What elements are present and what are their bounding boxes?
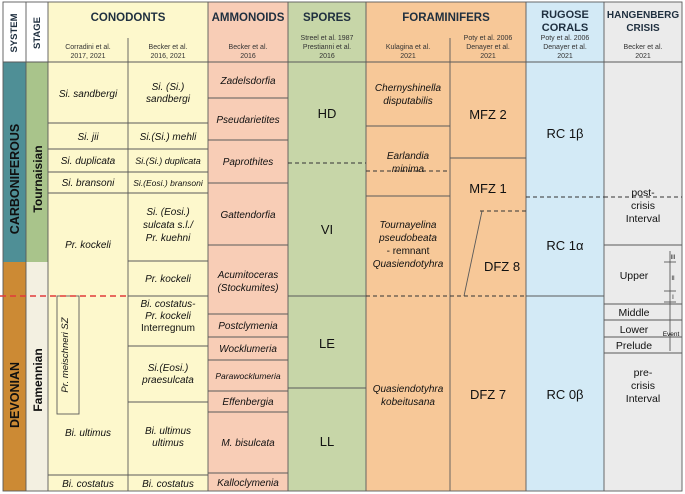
- ammonoid-paprothites: Paprothites: [222, 157, 274, 168]
- conodont-b-interregnum-1: Bi. costatus-: [140, 299, 196, 310]
- source-hangenberg-1: Becker et al.: [623, 44, 663, 51]
- system-carboniferous: CARBONIFEROUS: [8, 123, 22, 235]
- source-corals-2: Denayer et al.: [543, 44, 587, 51]
- conodont-b-ultimus-2: ultimus: [152, 438, 184, 449]
- hangenberg-prelude: Prelude: [615, 340, 653, 352]
- conodont-b-mehli: Si.(Si.) mehli: [139, 132, 197, 143]
- coral-rc1b: RC 1β: [546, 126, 584, 141]
- conodont-b-praesulcata-2: praesulcata: [142, 375, 194, 386]
- conodont-b-bransoni: Si.(Eosi.) bransoni: [133, 178, 203, 188]
- foram-dfz7: DFZ 7: [469, 387, 507, 402]
- foram-tournayelina-4: Quasiendotyhra: [372, 259, 444, 270]
- header-hangenberg-line2: CRISIS: [626, 23, 660, 34]
- header-system: SYSTEM: [9, 13, 20, 53]
- stage-famennian: Famennian: [31, 348, 45, 412]
- foram-mfz2: MFZ 2: [469, 107, 507, 122]
- source-corals-3: 2021: [557, 53, 573, 60]
- conodont-a-meischneri: Pr. meischneri SZ: [60, 317, 71, 393]
- source-foram-b-3: 2021: [480, 53, 496, 60]
- foram-kobeitusana-1: Quasiendotyhra: [372, 384, 444, 395]
- hangenberg-roman-1: I: [672, 295, 674, 301]
- header-ammonoids: AMMONOIDS: [211, 12, 285, 24]
- foram-mfz1: MFZ 1: [469, 181, 507, 196]
- source-ammonoids-2: 2016: [240, 53, 256, 60]
- hangenberg-pre-3: Interval: [625, 393, 661, 405]
- ammonoid-acumitoceras-1: Acumitoceras: [217, 270, 279, 281]
- ammonoid-kalloclymenia: Kalloclymenia: [217, 478, 279, 489]
- conodont-b-interregnum-2: Pr. kockeli: [145, 311, 191, 322]
- hangenberg-middle: Middle: [618, 307, 650, 319]
- ammonoid-effenbergia: Effenbergia: [222, 397, 274, 408]
- conodont-b-sulcata-2: sulcata s.l./: [142, 220, 194, 231]
- foram-earlandia-2: minima: [391, 164, 425, 175]
- source-conodonts-a-1: Corradini et al.: [65, 44, 111, 51]
- conodont-a-sandbergi: Si. sandbergi: [58, 89, 118, 100]
- foram-chernyshinella-1: Chernyshinella: [374, 83, 442, 94]
- hangenberg-post-1: post-: [631, 187, 655, 199]
- coral-rc1a: RC 1α: [546, 238, 584, 253]
- conodont-a-kockeli: Pr. kockeli: [65, 240, 111, 251]
- header-foraminifers: FORAMINIFERS: [402, 12, 490, 24]
- source-ammonoids-1: Becker et al.: [228, 44, 268, 51]
- foram-chernyshinella-2: disputabilis: [383, 96, 433, 107]
- ammonoid-zadelsdorfia: Zadelsdorfia: [220, 76, 276, 87]
- hangenberg-post-2: crisis: [631, 200, 655, 212]
- ammonoid-gattendorfia: Gattendorfia: [220, 210, 276, 221]
- hangenberg-roman-3: III: [670, 255, 676, 261]
- source-corals-1: Poty et al. 2006: [540, 35, 590, 42]
- ammonoid-acumitoceras-2: (Stockumites): [217, 283, 279, 294]
- source-spores-3: 2016: [319, 53, 335, 60]
- header-spores: SPORES: [303, 12, 351, 24]
- conodont-a-bransoni: Si. bransoni: [61, 178, 115, 189]
- hangenberg-lower: Lower: [619, 324, 649, 336]
- ammonoid-bisulcata: M. bisulcata: [221, 438, 275, 449]
- ammonoid-pseudarietites: Pseudarietites: [216, 115, 280, 126]
- source-foram-b-2: Denayer et al.: [466, 44, 510, 51]
- hangenberg-pre-2: crisis: [631, 380, 655, 392]
- foram-tournayelina-2: pseudobeata: [379, 233, 437, 244]
- hangenberg-post-3: Interval: [625, 213, 661, 225]
- spore-vi: VI: [320, 222, 334, 237]
- spore-le: LE: [319, 336, 335, 351]
- source-spores-1: Streel et al. 1987: [300, 35, 354, 42]
- foram-dfz8: DFZ 8: [483, 259, 521, 274]
- hangenberg-column-bg: [604, 2, 682, 491]
- conodont-b-kockeli: Pr. kockeli: [145, 274, 191, 285]
- conodont-b-duplicata: Si.(Si.) duplicata: [135, 156, 201, 166]
- coral-rc0b: RC 0β: [546, 387, 584, 402]
- source-conodonts-b-2: 2016, 2021: [150, 53, 186, 60]
- conodont-b-sulcata-1: Si. (Eosi.): [146, 207, 190, 218]
- conodont-b-ultimus-1: Bi. ultimus: [144, 426, 192, 437]
- conodont-b-sulcata-3: Pr. kuehni: [145, 233, 191, 244]
- ammonoid-parawocklumeria: Parawocklumeria: [215, 371, 281, 381]
- foram-kobeitusana-2: kobeitusana: [381, 397, 435, 408]
- foram-tournayelina-1: Tournayelina: [379, 220, 437, 231]
- hangenberg-upper: Upper: [619, 270, 649, 282]
- header-rugose-line1: RUGOSE: [541, 9, 589, 21]
- foram-earlandia-1: Earlandia: [386, 151, 430, 162]
- header-conodonts: CONODONTS: [90, 12, 166, 24]
- system-devonian: DEVONIAN: [8, 362, 22, 428]
- conodont-a-costatus: Bi. costatus: [62, 479, 114, 490]
- conodont-a-ultimus: Bi. ultimus: [64, 428, 112, 439]
- source-foram-a-2: 2021: [400, 53, 416, 60]
- ammonoid-postclymenia: Postclymenia: [218, 321, 278, 332]
- conodont-a-jii: Si. jii: [77, 132, 99, 143]
- conodont-b-sandbergi-2: sandbergi: [146, 94, 190, 105]
- ammonoid-wocklumeria: Wocklumeria: [219, 344, 277, 355]
- source-foram-a-1: Kulagina et al.: [385, 44, 431, 51]
- hangenberg-roman-2: II: [671, 276, 675, 282]
- conodont-b-costatus: Bi. costatus: [142, 479, 194, 490]
- header-rugose-line2: CORALS: [541, 22, 589, 34]
- source-conodonts-b-1: Becker et al.: [148, 44, 188, 51]
- conodont-b-praesulcata-1: Si.(Eosi.): [147, 363, 189, 374]
- source-conodonts-a-2: 2017, 2021: [70, 53, 106, 60]
- spore-ll: LL: [319, 434, 335, 449]
- source-spores-2: Prestianni et al.: [302, 44, 352, 51]
- source-foram-b-1: Poty et al. 2006: [463, 35, 513, 42]
- conodont-a-duplicata: Si. duplicata: [60, 156, 116, 167]
- spore-hd: HD: [317, 106, 337, 121]
- source-hangenberg-2: 2021: [635, 53, 651, 60]
- conodont-b-sandbergi-1: Si. (Si.): [151, 82, 185, 93]
- spores-column-bg: [288, 2, 366, 491]
- foram-tournayelina-3: - remnant: [386, 246, 430, 257]
- conodont-b-interregnum-3: Interregnum: [141, 323, 195, 334]
- header-stage: STAGE: [32, 16, 43, 50]
- hangenberg-pre-1: pre-: [633, 367, 653, 379]
- stage-tournaisian: Tournaisian: [31, 145, 45, 213]
- hangenberg-event: Event: [662, 331, 680, 338]
- header-hangenberg-line1: HANGENBERG: [606, 10, 680, 21]
